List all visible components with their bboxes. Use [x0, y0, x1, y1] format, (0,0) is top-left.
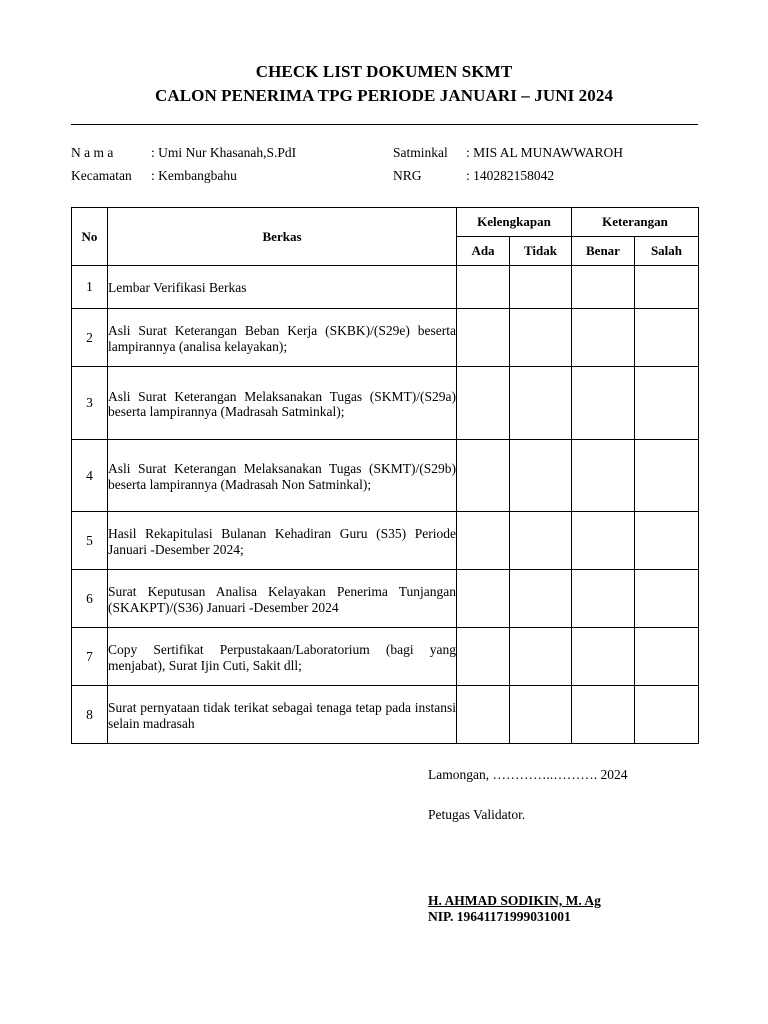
row-document: [108, 440, 457, 512]
ada-checkbox-cell[interactable]: [457, 628, 510, 686]
ada-checkbox-cell[interactable]: [457, 367, 510, 440]
nama-label: N a m a: [71, 145, 114, 160]
row-document-text: Asli Surat Keterangan Beban Kerja (SKBK)/(S29e) beserta lampirannya (analisa kelayakan);: [108, 323, 456, 354]
table-row: [72, 512, 699, 570]
row-document: [108, 266, 457, 309]
ada-checkbox-cell[interactable]: [457, 440, 510, 512]
row-document: [108, 570, 457, 628]
row-document-text: Asli Surat Keterangan Melaksanakan Tugas (SKMT)/(S29b) beserta lampirannya (Madrasah Non Satminkal);: [108, 461, 456, 492]
salah-checkbox-cell[interactable]: [635, 512, 699, 570]
row-document: [108, 512, 457, 570]
benar-checkbox-cell[interactable]: [572, 367, 635, 440]
tidak-checkbox-cell[interactable]: [510, 440, 572, 512]
benar-checkbox-cell[interactable]: [572, 686, 635, 744]
header-no: No: [72, 208, 108, 266]
row-number: 8: [72, 686, 108, 744]
title-divider: [71, 124, 698, 125]
benar-checkbox-cell[interactable]: [572, 512, 635, 570]
tidak-checkbox-cell[interactable]: [510, 266, 572, 309]
satminkal-label: Satminkal: [393, 145, 448, 160]
row-number: 4: [72, 440, 108, 512]
header-ada: Ada: [457, 237, 510, 266]
salah-checkbox-cell[interactable]: [635, 628, 699, 686]
table-row: [72, 628, 699, 686]
row-number: 7: [72, 628, 108, 686]
document-subtitle: CALON PENERIMA TPG PERIODE JANUARI – JUNI 2024: [154, 86, 614, 105]
tidak-checkbox-cell[interactable]: [510, 367, 572, 440]
benar-checkbox-cell[interactable]: [572, 440, 635, 512]
ada-checkbox-cell[interactable]: [457, 309, 510, 367]
row-number: 5: [72, 512, 108, 570]
ada-checkbox-cell[interactable]: [457, 686, 510, 744]
validator-role: Petugas Validator.: [428, 807, 526, 822]
row-number: 6: [72, 570, 108, 628]
salah-checkbox-cell[interactable]: [635, 266, 699, 309]
row-document: [108, 309, 457, 367]
benar-checkbox-cell[interactable]: [572, 266, 635, 309]
row-number: 1: [72, 266, 108, 309]
table-row: [72, 440, 699, 512]
header-keterangan: Keterangan: [572, 208, 699, 237]
nrg-value: : 140282158042: [466, 168, 555, 183]
benar-checkbox-cell[interactable]: [572, 570, 635, 628]
header-salah: Salah: [635, 237, 699, 266]
header-benar: Benar: [572, 237, 635, 266]
table-row: [72, 309, 699, 367]
tidak-checkbox-cell[interactable]: [510, 309, 572, 367]
kecamatan-label: Kecamatan: [71, 168, 132, 183]
nama-value: : Umi Nur Khasanah,S.PdI: [151, 145, 297, 160]
header-berkas: Berkas: [108, 208, 457, 266]
validator-nip: NIP. 19641171999031001: [428, 909, 571, 924]
row-document-text: Copy Sertifikat Perpustakaan/Laboratorium (bagi yang menjabat), Surat Ijin Cuti, Sakit dll;: [108, 642, 456, 673]
nrg-label: NRG: [393, 168, 422, 183]
document-title: CHECK LIST DOKUMEN SKMT: [255, 62, 513, 81]
header-kelengkapan: Kelengkapan: [457, 208, 572, 237]
place-date: Lamongan, …………..………. 2024: [428, 767, 628, 782]
checklist-table: [71, 207, 699, 744]
row-number: 3: [72, 367, 108, 440]
tidak-checkbox-cell[interactable]: [510, 686, 572, 744]
row-document-text: Lembar Verifikasi Berkas: [108, 280, 247, 296]
salah-checkbox-cell[interactable]: [635, 570, 699, 628]
row-document: [108, 367, 457, 440]
tidak-checkbox-cell[interactable]: [510, 570, 572, 628]
row-document-text: Asli Surat Keterangan Melaksanakan Tugas (SKMT)/(S29a) beserta lampirannya (Madrasah Satminkal);: [108, 388, 456, 419]
ada-checkbox-cell[interactable]: [457, 570, 510, 628]
satminkal-value: : MIS AL MUNAWWAROH: [466, 145, 624, 160]
table-row: [72, 367, 699, 440]
table-row: [72, 686, 699, 744]
row-document-text: Surat pernyataan tidak terikat sebagai tenaga tetap pada instansi selain madrasah: [108, 700, 456, 731]
tidak-checkbox-cell[interactable]: [510, 628, 572, 686]
ada-checkbox-cell[interactable]: [457, 512, 510, 570]
table-row: [72, 570, 699, 628]
row-document-text: Surat Keputusan Analisa Kelayakan Penerima Tunjangan (SKAKPT)/(S36) Januari -Desember 2024: [108, 584, 456, 615]
row-document: [108, 628, 457, 686]
salah-checkbox-cell[interactable]: [635, 440, 699, 512]
row-document: [108, 686, 457, 744]
header-tidak: Tidak: [510, 237, 572, 266]
salah-checkbox-cell[interactable]: [635, 367, 699, 440]
salah-checkbox-cell[interactable]: [635, 686, 699, 744]
benar-checkbox-cell[interactable]: [572, 628, 635, 686]
validator-name: H. AHMAD SODIKIN, M. Ag: [428, 893, 601, 908]
tidak-checkbox-cell[interactable]: [510, 512, 572, 570]
salah-checkbox-cell[interactable]: [635, 309, 699, 367]
table-row: [72, 266, 699, 309]
ada-checkbox-cell[interactable]: [457, 266, 510, 309]
benar-checkbox-cell[interactable]: [572, 309, 635, 367]
kecamatan-value: : Kembangbahu: [151, 168, 237, 183]
row-number: 2: [72, 309, 108, 367]
row-document-text: Hasil Rekapitulasi Bulanan Kehadiran Guru (S35) Periode Januari -Desember 2024;: [108, 526, 456, 557]
